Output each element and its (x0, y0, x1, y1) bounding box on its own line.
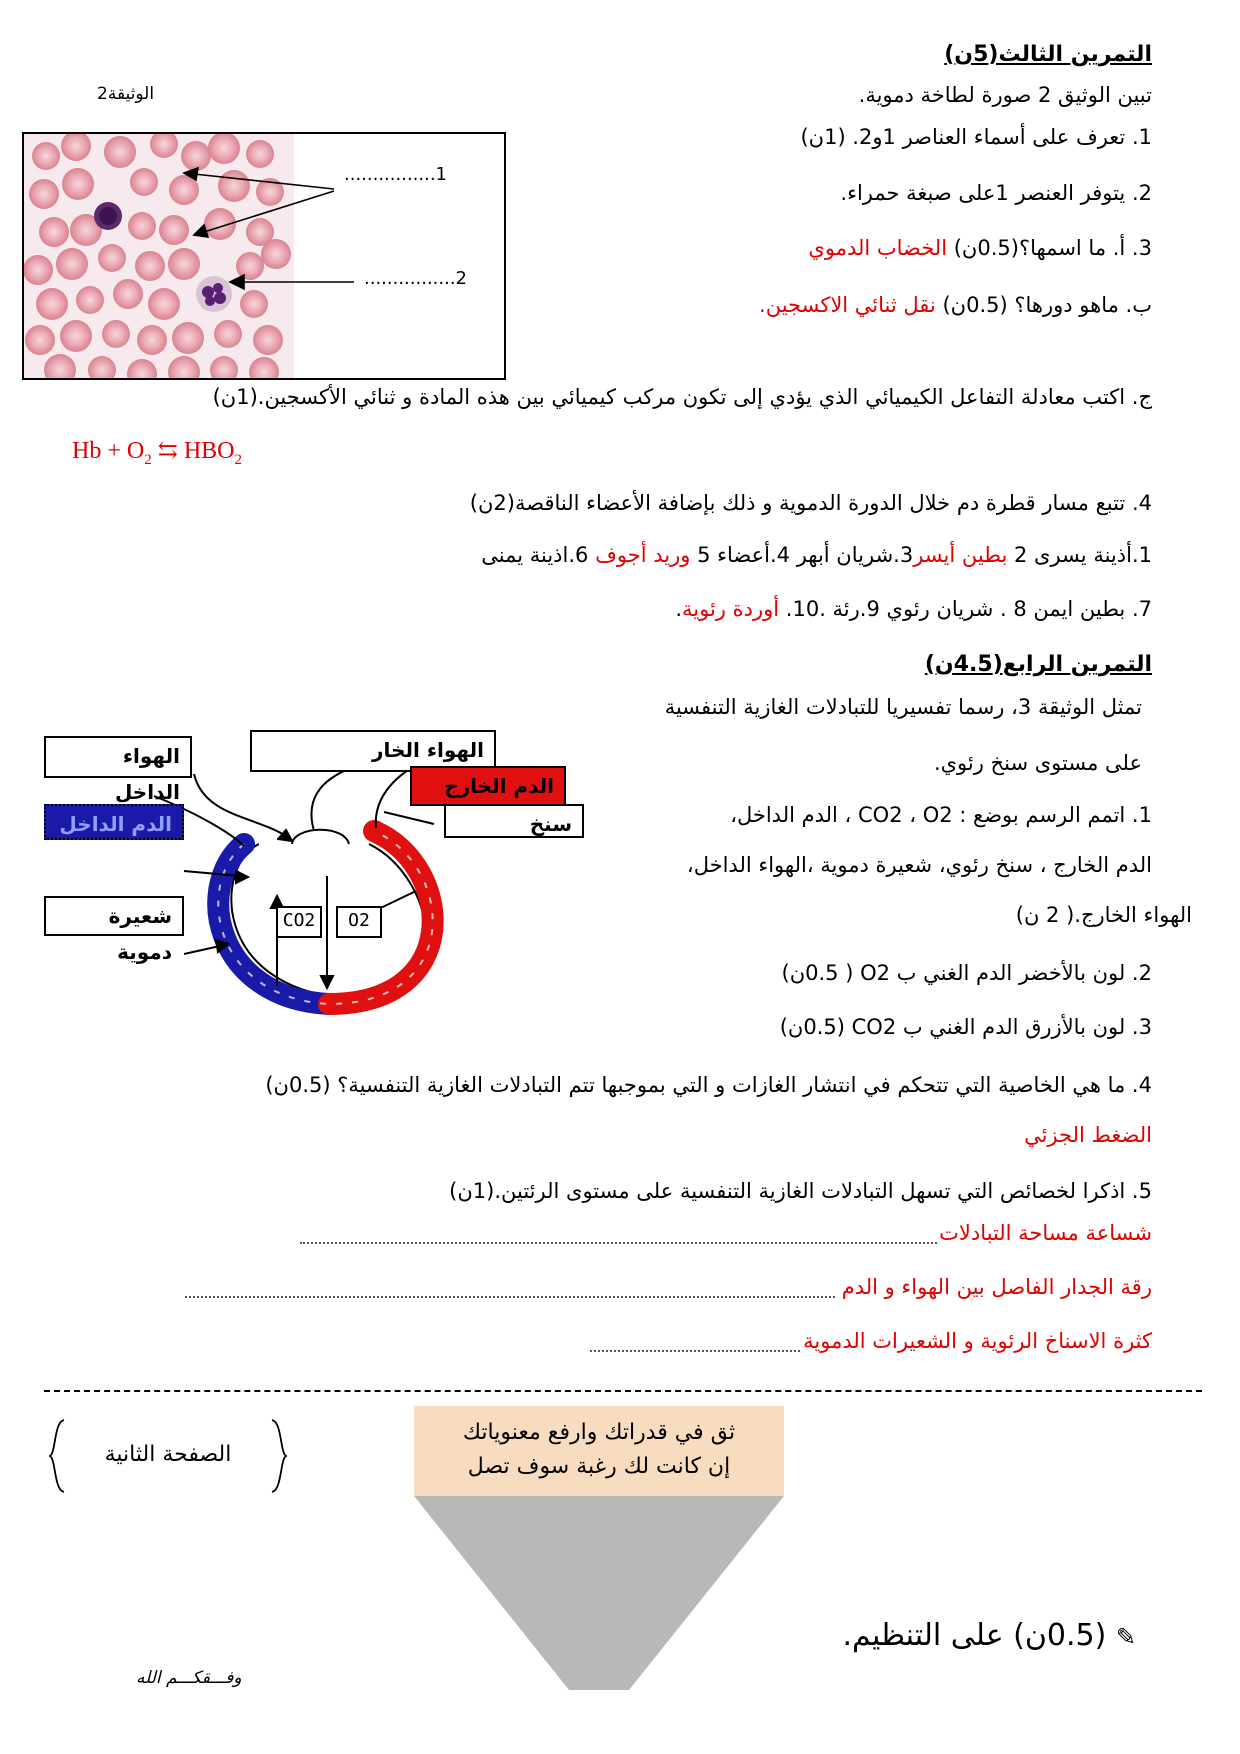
red-blood-cell (104, 136, 136, 168)
answer2-dots (185, 1282, 835, 1298)
ex3-q3a: 3. أ. ما اسمها؟(0.5ن) الخضاب الدموي (808, 236, 1152, 260)
ex4-intro1: تمثل الوثيقة 3، رسما تفسيريا للتبادلات الغازية التنفسية (664, 695, 1142, 719)
red-blood-cell (148, 288, 180, 320)
red-blood-cell (98, 244, 126, 272)
red-blood-cell (24, 255, 53, 285)
answer-vena-cava: وريد أجوف (595, 543, 691, 567)
red-blood-cell (172, 322, 204, 354)
red-blood-cell (168, 248, 200, 280)
red-blood-cell (29, 179, 59, 209)
red-blood-cell (261, 239, 291, 269)
ex4-q4: 4. ما هي الخاصية التي تتحكم في انتشار الغازات و التي بموجبها تتم التبادلات الغازية التنفسية؟ (0.5ن) (265, 1073, 1152, 1097)
exercise3-title: التمرين الثالث(5ن) (944, 42, 1152, 67)
ex3-q3b: ب. ماهو دورها؟ (0.5ن) نقل ثنائي الاكسجين. (759, 293, 1152, 317)
air-in-label: الهواء الداخل (44, 736, 192, 778)
ex4-q5: 5. اذكرا لخصائص التي تسهل التبادلات الغازية التنفسية على مستوى الرئتين.(1ن) (449, 1179, 1152, 1203)
neutrophil-cell (196, 276, 232, 312)
wishes: وفـــقكـــم الله (136, 1668, 242, 1688)
element1-label: ................1 (344, 164, 447, 185)
ex3-q4: 4. تتبع مسار قطرة دم خلال الدورة الدموية و ذلك بإضافة الأعضاء الناقصة(2ن) (469, 491, 1152, 515)
blood-smear-figure (22, 132, 506, 380)
red-blood-cell (113, 279, 143, 309)
lymphocyte-cell (94, 202, 122, 230)
ex3-q3c: ج. اكتب معادلة التفاعل الكيميائي الذي يؤدي إلى تكون مركب كيميائي بين هذه المادة و ثنائي الأكسجين.(1ن) (212, 385, 1152, 409)
ex4-q1-l1: 1. اتمم الرسم بوضع : CO2 ، O2 ، الدم الداخل، (730, 803, 1152, 827)
answer-partial-pressure: الضغط الجزئي (1024, 1123, 1152, 1147)
red-blood-cell (181, 141, 211, 171)
exercise4-title: التمرين الرابع(4.5ن) (924, 652, 1152, 677)
red-blood-cell (240, 290, 268, 318)
ex4-q2: 2. لون بالأخضر الدم الغني ب O2 ( 0.5ن) (781, 961, 1152, 985)
pencil-icon: ✎ (1115, 1623, 1136, 1651)
alveolus-diagram (44, 736, 596, 1018)
answer-pulmonary-veins: أوردة رئوية (682, 597, 780, 621)
red-blood-cell (102, 320, 130, 348)
red-blood-cell (39, 217, 69, 247)
blood-out-label: الدم الخارج (410, 766, 566, 806)
element2-label: ................2 (364, 268, 467, 289)
doc2-label: الوثيقة2 (97, 84, 155, 104)
blood-in-label: الدم الداخل (44, 804, 184, 840)
ex3-intro: تبين الوثيق 2 صورة لطاخة دموية. (858, 83, 1152, 107)
red-blood-cell (32, 142, 60, 170)
red-blood-cell (128, 212, 156, 240)
answer-surface: شساعة مساحة التبادلات (939, 1218, 1152, 1248)
reaction-equation: $Hb + O_2$ ⇆ $HBO_2$ (72, 438, 242, 468)
ex3-q1: 1. تعرف على أسماء العناصر 1و2. (1ن) (800, 125, 1152, 149)
red-blood-cell (36, 288, 68, 320)
page-label-brace (48, 1418, 288, 1494)
ex4-q3: 3. لون بالأزرق الدم الغني ب CO2 (0.5ن) (779, 1015, 1152, 1039)
answer-hemoglobin: الخضاب الدموي (808, 236, 948, 260)
capillary-label: شعيرة دموية (44, 896, 184, 936)
ex3-q2: 2. يتوفر العنصر 1على صبغة حمراء. (840, 181, 1152, 205)
red-blood-cell (60, 320, 92, 352)
ex4-q1-l2: الدم الخارج ، سنخ رئوي، شعيرة دموية ،الهواء الداخل، (686, 853, 1152, 877)
funnel-shape (414, 1496, 784, 1696)
circulation-line1: 1.أذينة يسرى 2 بطين أيسر3.شريان أبهر 4.أعضاء 5 وريد أجوف 6.اذينة يمنى (481, 543, 1152, 567)
answer-thin-wall: رقة الجدار الفاصل بين الهواء و الدم (842, 1272, 1152, 1302)
red-blood-cell (253, 325, 283, 355)
red-blood-cell (236, 252, 264, 280)
organization-note: ✎ (0.5ن) على التنظيم. (842, 1618, 1136, 1653)
motto-line2: إن كانت لك رغبة سوف تصل (467, 1454, 731, 1479)
motto-box (414, 1406, 784, 1496)
co2-box: CO2 (276, 906, 322, 938)
red-blood-cell (56, 248, 88, 280)
ex4-intro2: على مستوى سنخ رئوي. (933, 751, 1142, 775)
red-blood-cell (159, 215, 189, 245)
answer-role: نقل ثنائي الاكسجين. (759, 293, 936, 317)
answer-many-alveoli: كثرة الاسناخ الرئوية و الشعيرات الدموية (803, 1326, 1152, 1356)
air-out-label: الهواء الخار (250, 730, 496, 772)
answer3-dots (590, 1336, 800, 1352)
red-blood-cell (246, 140, 274, 168)
red-blood-cell (218, 170, 250, 202)
red-blood-cell (214, 320, 242, 348)
section-divider (44, 1390, 1202, 1392)
circulation-line2: 7. بطين ايمن 8 . شريان رئوي 9.رئة .10. أوردة رئوية. (675, 597, 1152, 621)
red-blood-cell (76, 286, 104, 314)
answer1-dots (300, 1228, 952, 1244)
o2-box: O2 (336, 906, 382, 938)
alveolus-label: سنخ (444, 804, 584, 838)
motto-line1: ثق في قدراتك وارفع معنوياتك (462, 1420, 736, 1445)
answer-left-ventricle: بطين أيسر (913, 543, 1008, 567)
red-blood-cell (25, 325, 55, 355)
red-blood-cell (137, 325, 167, 355)
ex4-q1-l3: الهواء الخارج.( 2 ن) (1015, 903, 1192, 927)
red-blood-cell (62, 168, 94, 200)
red-blood-cell (130, 168, 158, 196)
red-blood-cell (135, 251, 165, 281)
page-label: الصفحة الثانية (104, 1442, 232, 1467)
